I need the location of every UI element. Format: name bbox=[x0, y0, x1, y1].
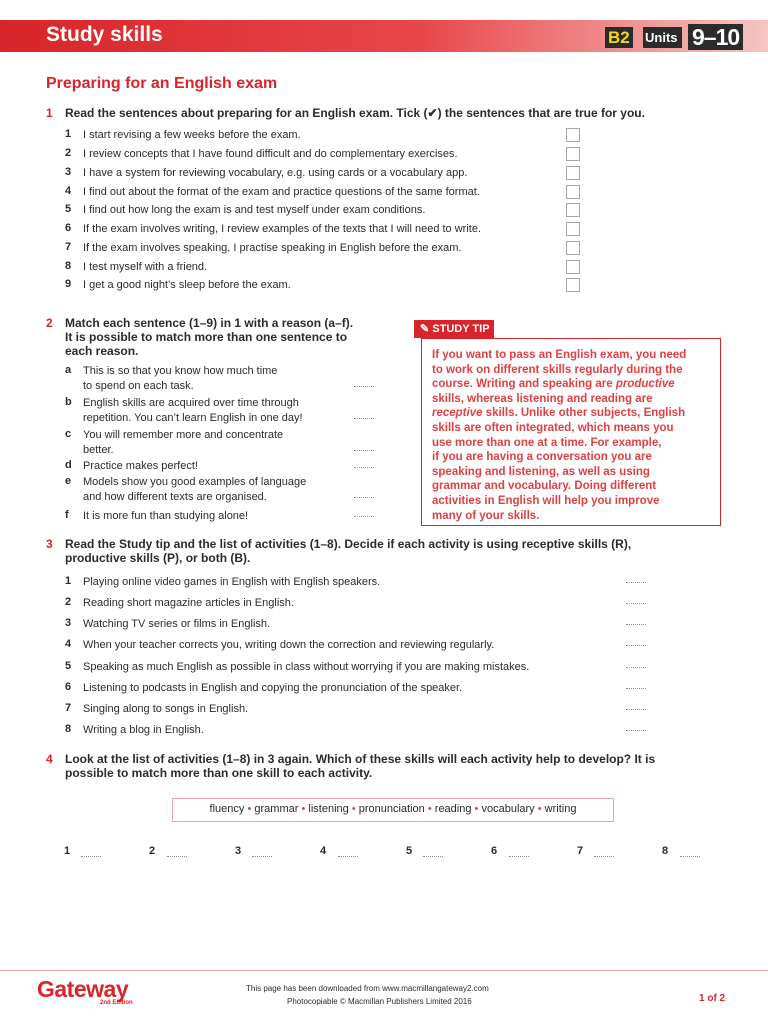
exercise-2-instruction-line: It is possible to match more than one sentence to bbox=[65, 330, 348, 344]
answer-blank[interactable] bbox=[354, 418, 374, 419]
study-tip-title: STUDY TIP bbox=[432, 323, 490, 335]
ex1-checkbox[interactable] bbox=[566, 278, 580, 292]
answer-blank[interactable] bbox=[338, 856, 358, 857]
ex3-item-text: Reading short magazine articles in English. bbox=[83, 597, 294, 609]
answer-blank[interactable] bbox=[354, 386, 374, 387]
ex1-item-text: I find out how long the exam is and test myself under exam conditions. bbox=[83, 204, 426, 216]
ex1-checkbox[interactable] bbox=[566, 260, 580, 274]
units-number: 9–10 bbox=[688, 24, 743, 50]
exercise-3-instruction-line: productive skills (P), or both (B). bbox=[65, 551, 251, 565]
answer-blank[interactable] bbox=[509, 856, 529, 857]
ex3-item-number: 3 bbox=[65, 617, 72, 629]
word-box bbox=[172, 798, 614, 822]
answer-blank[interactable] bbox=[626, 688, 646, 689]
ex1-item-text: I test myself with a friend. bbox=[83, 261, 208, 273]
ex1-checkbox[interactable] bbox=[566, 185, 580, 199]
ex1-item-text: If the exam involves speaking, I practise speaking in English before the exam. bbox=[83, 242, 462, 254]
ex1-item-number: 2 bbox=[65, 147, 72, 159]
answer-blank[interactable] bbox=[423, 856, 443, 857]
ex2-item-letter: d bbox=[65, 459, 72, 471]
ex1-item-number: 4 bbox=[65, 185, 72, 197]
answer-number: 1 bbox=[64, 845, 71, 857]
ex3-item-number: 6 bbox=[65, 681, 72, 693]
answer-number: 7 bbox=[577, 845, 584, 857]
ex1-item-text: I start revising a few weeks before the exam. bbox=[83, 129, 301, 141]
ex1-checkbox[interactable] bbox=[566, 222, 580, 236]
ex3-item-text: When your teacher corrects you, writing down the correction and reviewing regularly. bbox=[83, 639, 495, 651]
tip-line: activities in English will help you improve bbox=[432, 494, 660, 507]
ex1-checkbox[interactable] bbox=[566, 166, 580, 180]
exercise-4-instruction-line: possible to match more than one skill to each activity. bbox=[65, 766, 373, 780]
tip-line: skills, whereas listening and reading are bbox=[432, 392, 653, 405]
ex3-item-text: Watching TV series or films in English. bbox=[83, 618, 271, 630]
study-tip-label bbox=[414, 320, 494, 338]
answer-blank[interactable] bbox=[626, 709, 646, 710]
ex1-item-text: I have a system for reviewing vocabulary, e.g. using cards or a vocabulary app. bbox=[83, 167, 468, 179]
ex2-item-text: and how different texts are organised. bbox=[83, 491, 267, 503]
ex1-item-number: 1 bbox=[65, 128, 72, 140]
ex1-item-number: 8 bbox=[65, 260, 72, 272]
answer-blank[interactable] bbox=[354, 467, 374, 468]
answer-blank[interactable] bbox=[354, 497, 374, 498]
answer-number: 8 bbox=[662, 845, 669, 857]
ex1-item-number: 5 bbox=[65, 203, 72, 215]
edition-label: 2nd Edition bbox=[100, 1000, 133, 1006]
ex1-item-number: 3 bbox=[65, 166, 72, 178]
word: grammar bbox=[254, 803, 299, 815]
ex2-item-text: You will remember more and concentrate bbox=[83, 429, 284, 441]
answer-blank[interactable] bbox=[680, 856, 700, 857]
ex3-item-number: 7 bbox=[65, 702, 72, 714]
word: pronunciation bbox=[358, 803, 425, 815]
tip-line: to work on different skills regularly during the bbox=[432, 363, 683, 376]
ex3-item-number: 8 bbox=[65, 723, 72, 735]
word-separator: • bbox=[474, 803, 479, 815]
answer-blank[interactable] bbox=[626, 624, 646, 625]
answer-blank[interactable] bbox=[594, 856, 614, 857]
footer-copyright: Photocopiable © Macmillan Publishers Limited 2016 bbox=[287, 997, 472, 1006]
answer-blank[interactable] bbox=[626, 667, 646, 668]
answer-blank[interactable] bbox=[354, 516, 374, 517]
ex2-item-text: better. bbox=[83, 444, 114, 456]
word: writing bbox=[544, 803, 577, 815]
word-separator: • bbox=[537, 803, 542, 815]
answer-blank[interactable] bbox=[626, 645, 646, 646]
word: fluency bbox=[209, 803, 245, 815]
ex1-checkbox[interactable] bbox=[566, 241, 580, 255]
tip-line: skills are often integrated, which means you bbox=[432, 421, 674, 434]
ex3-item-text: Singing along to songs in English. bbox=[83, 703, 249, 715]
tip-emphasis: receptive bbox=[432, 407, 483, 420]
ex2-item-letter: b bbox=[65, 396, 72, 408]
tip-line: many of your skills. bbox=[432, 509, 540, 522]
tip-text-part: course. Writing and speaking are bbox=[432, 378, 616, 391]
ex3-item-number: 5 bbox=[65, 660, 72, 672]
ex2-item-text: repetition. You can’t learn English in one day! bbox=[83, 412, 303, 424]
word: listening bbox=[308, 803, 349, 815]
study-tip-text bbox=[432, 348, 716, 523]
answer-blank[interactable] bbox=[626, 603, 646, 604]
ex2-item-letter: a bbox=[65, 364, 72, 376]
ex3-item-number: 2 bbox=[65, 596, 72, 608]
answer-blank[interactable] bbox=[354, 450, 374, 451]
answer-blank[interactable] bbox=[167, 856, 187, 857]
answer-blank[interactable] bbox=[252, 856, 272, 857]
ex1-item-text: I get a good night’s sleep before the exam. bbox=[83, 279, 291, 291]
gateway-logo: Gateway bbox=[37, 976, 129, 1002]
tip-line bbox=[432, 406, 716, 421]
level-badge: B2 bbox=[605, 27, 633, 48]
exercise-3-instruction-line: Read the Study tip and the list of activities (1–8). Decide if each activity is using receptive skills (R), bbox=[65, 537, 632, 551]
word-separator: • bbox=[247, 803, 252, 815]
ex2-item-letter: c bbox=[65, 428, 72, 440]
ex1-checkbox[interactable] bbox=[566, 203, 580, 217]
tip-line: if you are having a conversation you are bbox=[432, 451, 652, 464]
answer-number: 6 bbox=[491, 845, 498, 857]
exercise-2-number: 2 bbox=[46, 316, 53, 330]
word: reading bbox=[434, 803, 472, 815]
answer-number: 2 bbox=[149, 845, 156, 857]
ex3-item-number: 4 bbox=[65, 638, 72, 650]
word-separator: • bbox=[351, 803, 356, 815]
page-number: 1 of 2 bbox=[699, 993, 726, 1004]
ex2-item-text: to spend on each task. bbox=[83, 380, 194, 392]
exercise-3-number: 3 bbox=[46, 537, 53, 551]
exercise-4-number: 4 bbox=[46, 752, 53, 766]
ex2-item-text: Models show you good examples of language bbox=[83, 476, 307, 488]
header-title: Study skills bbox=[46, 23, 163, 46]
ex2-item-letter: f bbox=[65, 509, 69, 521]
word-separator: • bbox=[427, 803, 432, 815]
answer-blank[interactable] bbox=[626, 730, 646, 731]
pencil-icon: ✎ bbox=[420, 323, 433, 335]
tip-line bbox=[432, 377, 716, 392]
word: vocabulary bbox=[481, 803, 535, 815]
tip-text-part: skills. Unlike other subjects, English bbox=[482, 407, 686, 420]
ex1-item-number: 6 bbox=[65, 222, 72, 234]
tip-line: grammar and vocabulary. Doing different bbox=[432, 480, 657, 493]
exercise-4-instruction-line: Look at the list of activities (1–8) in 3 again. Which of these skills will each activity help to develop? It is bbox=[65, 752, 656, 766]
units-label: Units bbox=[643, 27, 682, 48]
answer-blank[interactable] bbox=[626, 582, 646, 583]
ex3-item-text: Speaking as much English as possible in class without worrying if you are making mistakes. bbox=[83, 661, 530, 673]
ex1-item-number: 7 bbox=[65, 241, 72, 253]
answer-number: 5 bbox=[406, 845, 413, 857]
ex3-item-text: Listening to podcasts in English and copying the pronunciation of the speaker. bbox=[83, 682, 463, 694]
answer-number: 4 bbox=[320, 845, 327, 857]
ex1-item-text: If the exam involves writing, I review examples of the texts that I will need to write. bbox=[83, 223, 482, 235]
ex1-item-text: I review concepts that I have found difficult and do complementary exercises. bbox=[83, 148, 458, 160]
exercise-1-number: 1 bbox=[46, 106, 53, 120]
ex3-item-number: 1 bbox=[65, 575, 72, 587]
ex2-item-text: English skills are acquired over time through bbox=[83, 397, 299, 409]
ex2-item-text: It is more fun than studying alone! bbox=[83, 510, 249, 522]
ex1-checkbox[interactable] bbox=[566, 128, 580, 142]
footer-divider bbox=[0, 970, 768, 971]
ex3-item-text: Playing online video games in English with English speakers. bbox=[83, 576, 381, 588]
exercise-2-instruction-line: Match each sentence (1–9) in 1 with a reason (a–f). bbox=[65, 316, 354, 330]
tip-line: If you want to pass an English exam, you need bbox=[432, 349, 687, 361]
page-header bbox=[0, 20, 768, 52]
ex2-item-letter: e bbox=[65, 475, 72, 487]
tip-line: use more than one at a time. For example, bbox=[432, 436, 662, 449]
answer-blank[interactable] bbox=[81, 856, 101, 857]
word-separator: • bbox=[301, 803, 306, 815]
ex1-item-text: I find out about the format of the exam and practice questions of the same format. bbox=[83, 186, 480, 198]
tip-line: speaking and listening, as well as using bbox=[432, 465, 650, 478]
section-title: Preparing for an English exam bbox=[46, 75, 278, 92]
exercise-1-instruction: Read the sentences about preparing for an English exam. Tick (✔) the sentences that are true for you. bbox=[65, 106, 645, 120]
answer-number: 3 bbox=[235, 845, 242, 857]
ex1-checkbox[interactable] bbox=[566, 147, 580, 161]
footer-download-text: This page has been downloaded from www.macmillangateway2.com bbox=[246, 984, 489, 993]
ex1-item-number: 9 bbox=[65, 278, 72, 290]
ex3-item-text: Writing a blog in English. bbox=[83, 724, 204, 736]
exercise-2-instruction-line: each reason. bbox=[65, 344, 139, 358]
tip-emphasis: productive bbox=[615, 378, 675, 391]
ex2-item-text: This is so that you know how much time bbox=[83, 365, 278, 377]
ex2-item-text: Practice makes perfect! bbox=[83, 460, 198, 472]
